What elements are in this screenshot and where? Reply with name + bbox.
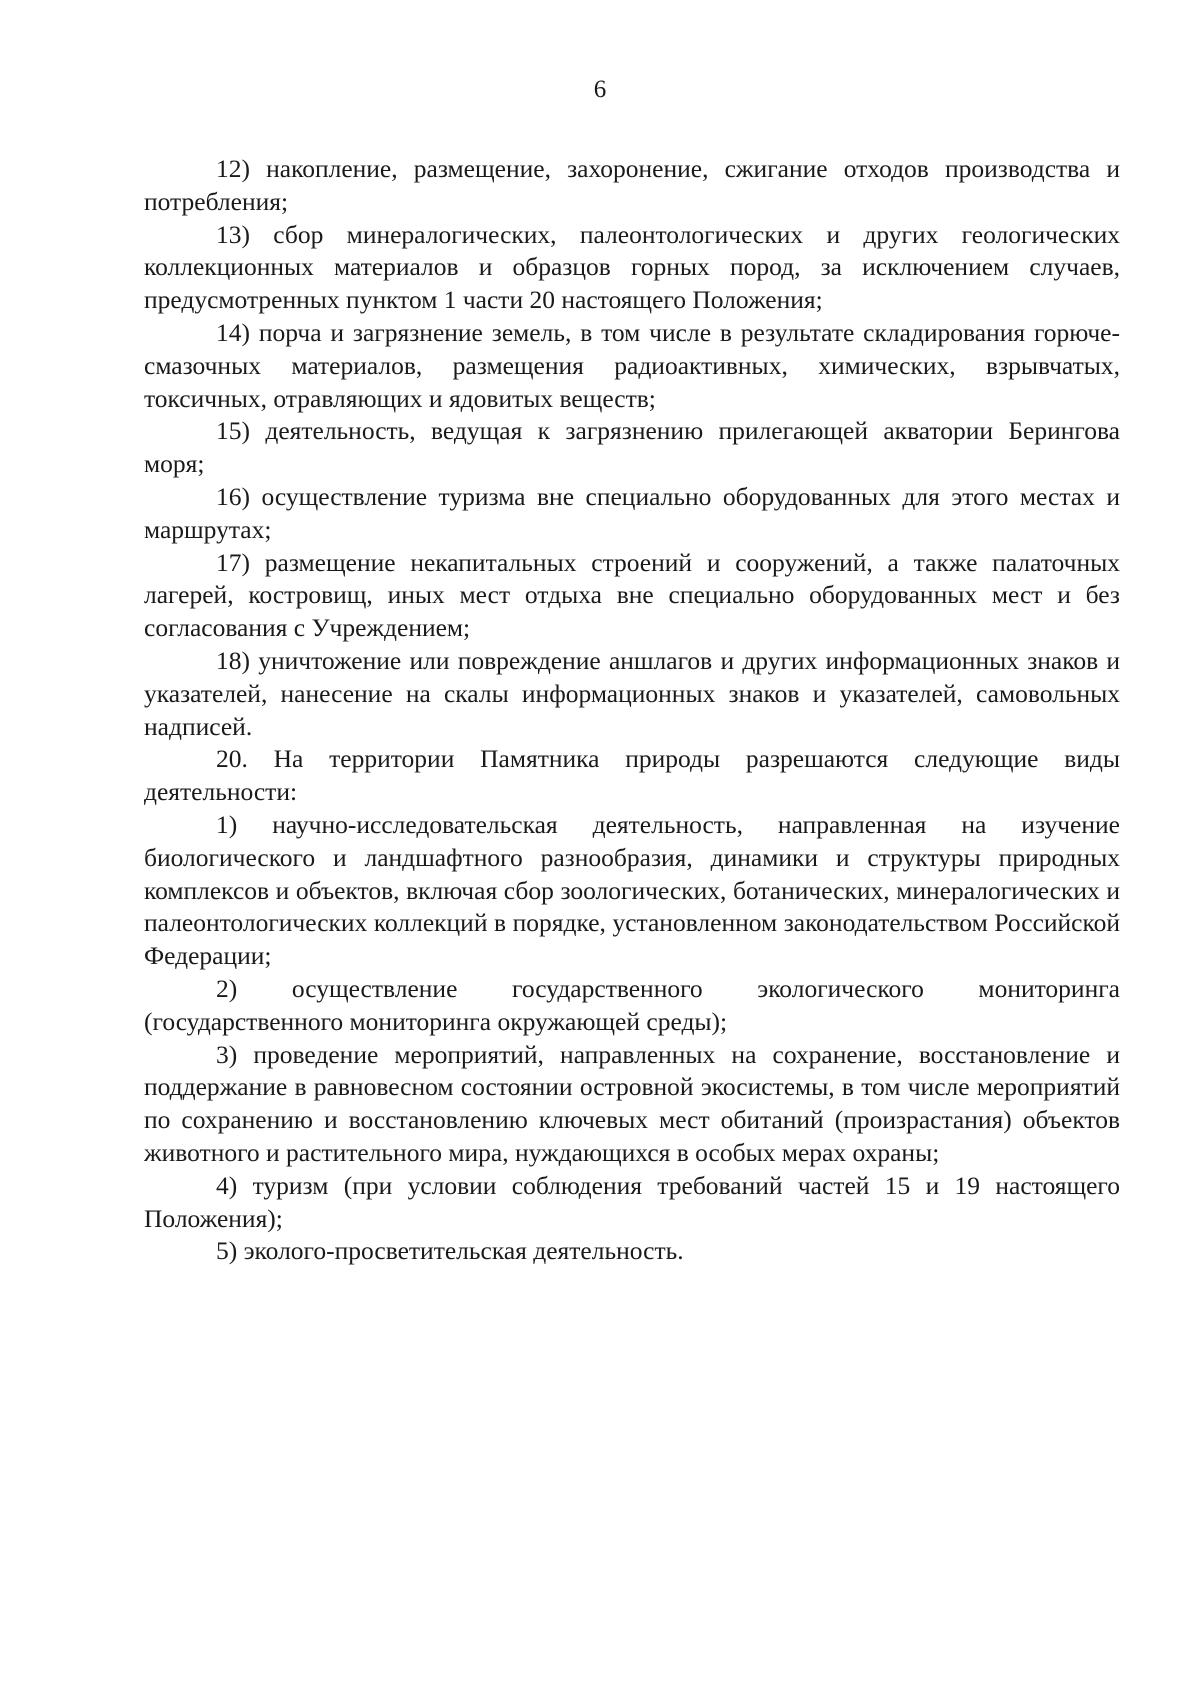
page-number: 6 (593, 76, 607, 103)
allowed-item-4: 4) туризм (при условии соблюдения требований частей 15 и 19 настоящего Положения); (144, 1170, 1120, 1233)
document-body (144, 153, 1120, 1268)
allowed-item-2: 2) осуществление государственного экологического мониторинга (государственного мониторинга окружающей среды); (144, 973, 1120, 1036)
section-20-heading: 20. На территории Памятника природы разрешаются следующие виды деятельности: (144, 744, 1120, 807)
paragraph-item-17: 17) размещение некапитальных строений и сооружений, а также палаточных лагерей, костровищ, иных мест отдыха вне специально оборудованных мест и без согласования с Учреждением; (144, 547, 1120, 643)
allowed-item-5: 5) эколого-просветительская деятельность. (216, 1236, 684, 1266)
paragraph-item-15: 15) деятельность, ведущая к загрязнению прилегающей акватории Берингова моря; (144, 416, 1120, 479)
paragraph-item-18: 18) уничтожение или повреждение аншлагов и других информационных знаков и указателей, нанесение на скалы информационных знаков и указателей, самовольных надписей. (144, 645, 1120, 741)
paragraph-item-12: 12) накопление, размещение, захоронение, сжигание отходов производства и потребления; (144, 154, 1120, 216)
allowed-item-1: 1) научно-исследовательская деятельность, направленная на изучение биологического и ландшафтного разнообразия, динамики и структуры природных комплексов и объектов, включая сбор зоологических, ботанических, минералогических и палеонтологических коллекций в порядке, установленном законодательством Российской Федерации; (144, 809, 1120, 971)
paragraph-item-14: 14) порча и загрязнение земель, в том числе в результате складирования горюче-смазочных материалов, размещения радиоактивных, химических, взрывчатых, токсичных, отравляющих и ядовитых веществ; (144, 317, 1120, 413)
allowed-item-3: 3) проведение мероприятий, направленных на сохранение, восстановление и поддержание в равновесном состоянии островной экосистемы, в том числе мероприятий по сохранению и восстановлению ключевых мест обитаний (произрастания) объектов животного и растительного мира, нуждающихся в особых мерах охраны; (144, 1039, 1120, 1167)
paragraph-item-16: 16) осуществление туризма вне специально оборудованных для этого местах и маршрутах; (144, 481, 1120, 544)
paragraph-item-13: 13) сбор минералогических, палеонтологических и других геологических коллекционных материалов и образцов горных пород, за исключением случаев, предусмотренных пунктом 1 части 20 настоящего Положения; (144, 219, 1120, 315)
